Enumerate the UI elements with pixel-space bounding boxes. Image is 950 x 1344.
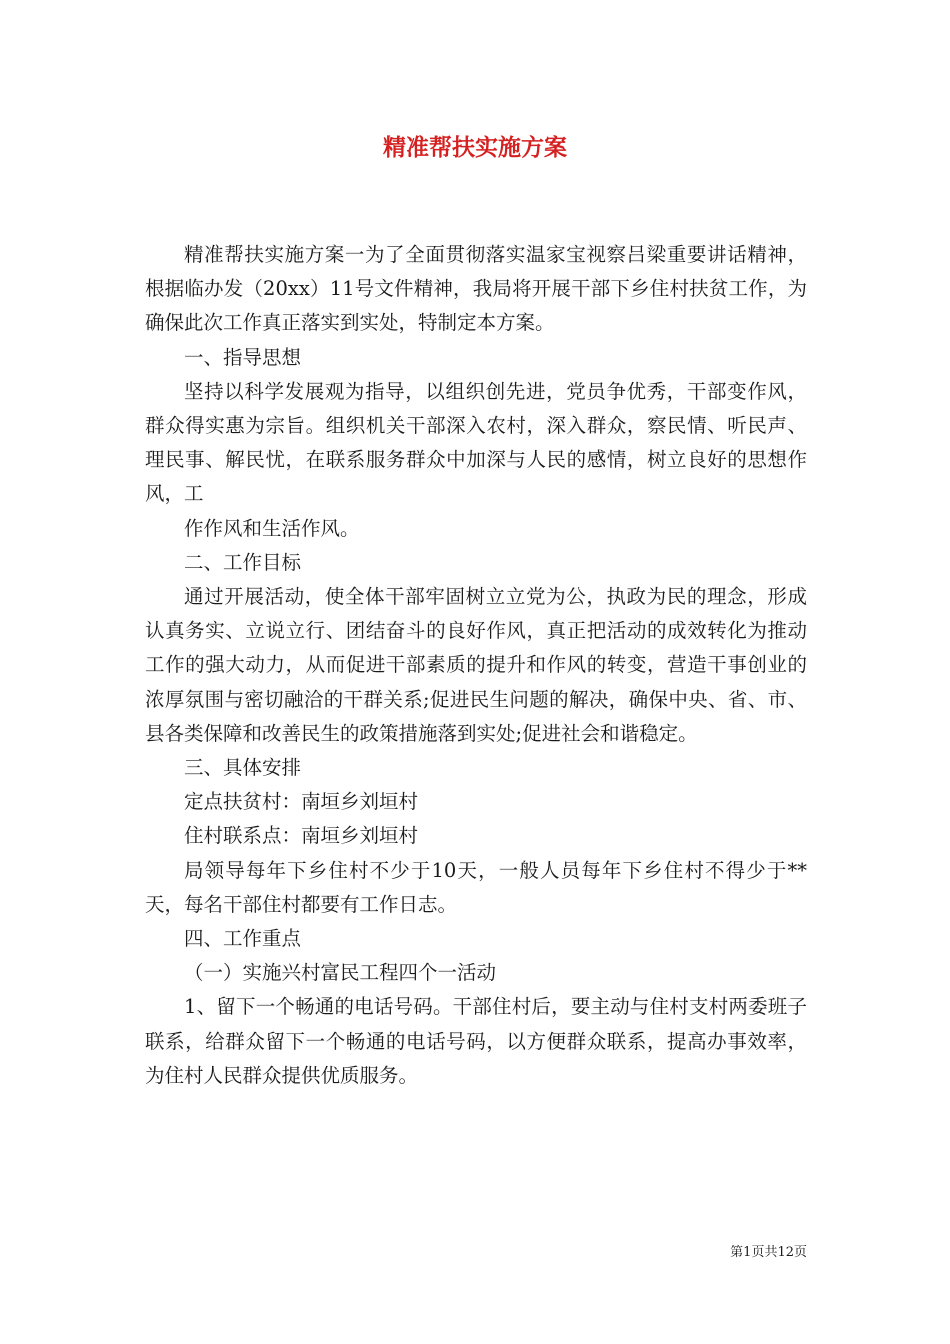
- section-heading-work-focus: 四、工作重点: [184, 927, 302, 951]
- document-body: [145, 238, 807, 1093]
- document-title: 精准帮扶实施方案: [383, 134, 567, 161]
- poverty-village-line: 定点扶贫村：南垣乡刘垣村: [184, 790, 419, 814]
- page-number-footer: 第1页共12页: [730, 1245, 807, 1260]
- phone-number-paragraph: 1、留下一个畅通的电话号码。干部住村后，要主动与住村支村两委班子联系，给群众留下一个畅通的电话号码，以方便群众联系，提高办事效率，为住村人民群众提供优质服务。: [145, 995, 807, 1087]
- guiding-ideology-continuation: 作作风和生活作风。: [184, 516, 360, 540]
- liaison-point-line: 住村联系点：南垣乡刘垣村: [184, 824, 419, 848]
- section-heading-guiding-ideology: 一、指导思想: [184, 345, 302, 369]
- work-goals-paragraph: 通过开展活动，使全体干部牢固树立立党为公，执政为民的理念，形成认真务实、立说立行、团结奋斗的良好作风，真正把活动的成效转化为推动工作的强大动力，从而促进干部素质的提升和作风的转变，营造干事创业的浓厚氛围与密切融洽的干群关系;促进民生问题的解决，确保中央、省、市、县各类保障和改善民生的政策措施落到实处;促进社会和谐稳定。: [145, 585, 807, 745]
- guiding-ideology-paragraph: 坚持以科学发展观为指导，以组织创先进，党员争优秀，干部变作风，群众得实惠为宗旨。组织机关干部深入农村，深入群众，察民情、听民声、理民事、解民忧，在联系服务群众中加深与人民的感情，树立良好的思想作风，工: [145, 379, 807, 506]
- section-heading-work-goals: 二、工作目标: [184, 550, 302, 574]
- subsection-heading-four-activities: （一）实施兴村富民工程四个一活动: [184, 961, 497, 985]
- intro-paragraph: 精准帮扶实施方案一为了全面贯彻落实温家宝视察吕梁重要讲话精神，根据临办发（20xx）11号文件精神，我局将开展干部下乡住村扶贫工作，为确保此次工作真正落实到实处，特制定本方案。: [145, 243, 807, 335]
- section-heading-arrangements: 三、具体安排: [184, 756, 302, 780]
- stay-requirement-paragraph: 局领导每年下乡住村不少于10天，一般人员每年下乡住村不得少于**天，每名干部住村都要有工作日志。: [145, 858, 807, 916]
